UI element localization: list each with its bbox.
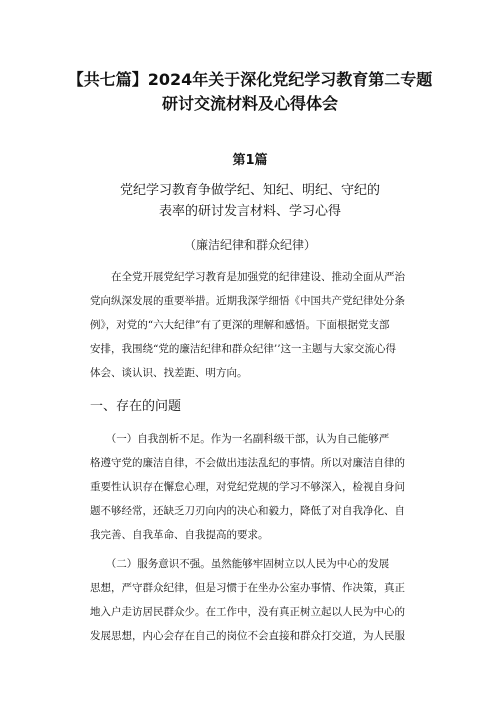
paragraph-line: 在全党开展党纪学习教育是加强党的纪律建设、推动全面从严治 [90, 271, 405, 283]
article-title-line-2: 表率的研讨发言材料、学习心得 [158, 204, 341, 219]
paragraph-line: 题不够经常，还缺乏刀刃向内的决心和毅力，降低了对自我净化、自 [90, 505, 405, 517]
document-title-line-2: 研讨交流材料及心得体会 [161, 94, 338, 113]
chapter-heading: 第1篇 [232, 153, 268, 168]
paragraph-line: 党向纵深发展的重要举措。近期我深学细悟《中国共产党纪律处分条 [90, 295, 405, 307]
problem-item-2-paragraph [90, 552, 430, 648]
paragraph-line: 体会、谈认识、找差距、明方向。 [90, 367, 248, 379]
paragraph-line: 发展思想，内心会存在自己的岗位不会直接和群众打交道，为人民服 [90, 630, 405, 642]
section-heading-problems: 一、存在的问题 [90, 399, 182, 414]
document-title-line-1: 【共七篇】2024年关于深化党纪学习教育第二专题 [67, 70, 433, 89]
paragraph-line: 重要性认识存在懈怠心理，对党纪党规的学习不够深入，检视自身问 [90, 481, 405, 493]
paragraph-line: 例》，对党的“六大纪律”有了更深的理解和感悟。下面根据党支部 [90, 319, 390, 331]
paragraph-line: （二）服务意识不强。虽然能够牢固树立以人民为中心的发展 [90, 558, 390, 570]
paragraph-line: （一）自我剖析不足。作为一名副科级干部，认为自己能够严 [90, 433, 390, 445]
paragraph-line: 格遵守党的廉洁自律，不会做出违法乱纪的事情。所以对廉洁自律的 [90, 457, 405, 469]
intro-paragraph [90, 265, 430, 385]
problem-item-1-paragraph [90, 427, 430, 547]
article-tagline: （廉洁纪律和群众纪律） [183, 238, 316, 252]
paragraph-line: 安排，我围绕“党的廉洁纪律和群众纪律’’这一主题与大家交流心得 [90, 343, 397, 355]
paragraph-line: 我完善、自我革命、自我提高的要求。 [90, 529, 269, 541]
paragraph-line: 地入户走访居民群众少。在工作中，没有真正树立起以人民为中心的 [90, 606, 405, 618]
article-title-line-1: 党纪学习教育争做学纪、知纪、明纪、守纪的 [119, 183, 380, 198]
paragraph-line: 思想，严守群众纪律，但是习惯于在坐办公室办事情、作决策，真正 [90, 582, 405, 594]
